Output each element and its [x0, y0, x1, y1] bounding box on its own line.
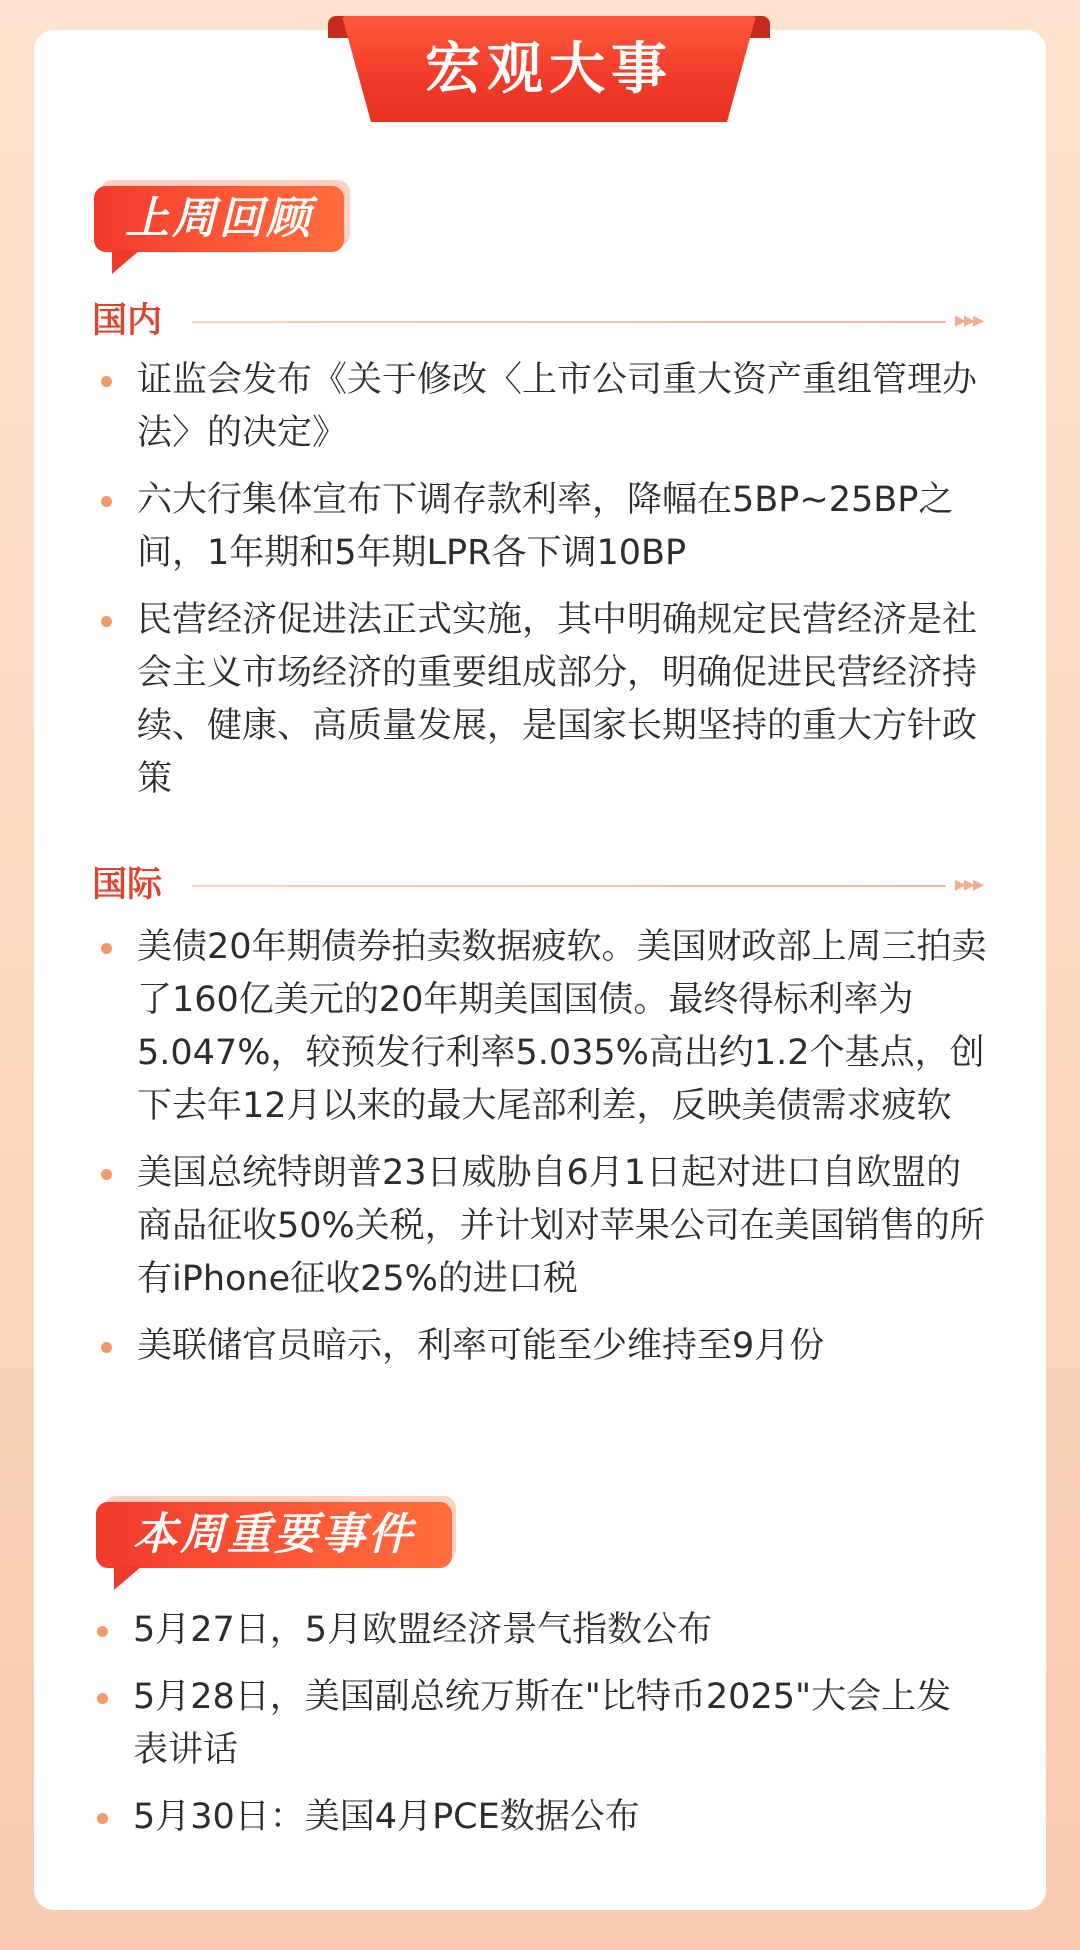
international-heading-label: 国际	[92, 865, 163, 905]
bullet-dot-icon	[97, 1626, 108, 1637]
list-item	[96, 354, 990, 460]
bullet-dot-icon	[101, 616, 112, 627]
list-item-text: 民营经济促进法正式实施，其中明确规定民营经济是社会主义市场经济的重要组成部分，明确促进民营经济持续、健康、高质量发展，是国家长期坚持的重大方针政策	[137, 600, 978, 799]
list-item	[96, 1147, 990, 1306]
heading-divider	[192, 321, 946, 323]
list-item-text: 美国总统特朗普23日威胁自6月1日起对进口自欧盟的商品征收50%关税，并计划对苹果公司在美国销售的所有iPhone征收25%的进口税	[137, 1153, 985, 1299]
list-item-text: 证监会发布《关于修改〈上市公司重大资产重组管理办法〉的决定》	[137, 360, 978, 453]
list-item-text: 美联储官员暗示，利率可能至少维持至9月份	[137, 1326, 825, 1366]
bullet-dot-icon	[97, 1813, 108, 1824]
domestic-news-list	[96, 354, 990, 806]
list-item	[96, 921, 990, 1133]
list-item-text: 六大行集体宣布下调存款利率，降幅在5BP~25BP之间，1年期和5年期LPR各下调10BP	[137, 480, 954, 573]
domestic-heading	[92, 299, 982, 343]
triple-arrow-icon: ▸▸▸	[954, 308, 982, 333]
review-tag: 上周回顾	[94, 186, 344, 252]
upcoming-tag: 本周重要事件	[96, 1502, 452, 1568]
domestic-heading-label: 国内	[92, 301, 163, 341]
list-item-text: 5月27日，5月欧盟经济景气指数公布	[133, 1610, 713, 1650]
list-item	[92, 1604, 986, 1657]
upcoming-events-list	[92, 1604, 986, 1844]
heading-divider	[192, 885, 946, 887]
bullet-dot-icon	[101, 1342, 112, 1353]
list-item-text: 5月30日：美国4月PCE数据公布	[133, 1797, 640, 1837]
bullet-dot-icon	[97, 1693, 108, 1704]
bullet-dot-icon	[101, 943, 112, 954]
list-item-text: 美债20年期债券拍卖数据疲软。美国财政部上周三拍卖了160亿美元的20年期美国国债。最终得标利率为5.047%，较预发行利率5.035%高出约1.2个基点，创下去年12月以来的最大尾部利差，反映美债需求疲软	[137, 927, 987, 1126]
list-item-text: 5月28日，美国副总统万斯在"比特币2025"大会上发表讲话	[133, 1677, 952, 1770]
bullet-dot-icon	[101, 496, 112, 507]
list-item	[96, 1320, 990, 1373]
list-item	[96, 594, 990, 806]
triple-arrow-icon: ▸▸▸	[954, 872, 982, 897]
international-news-list	[96, 921, 990, 1373]
page-title: 宏观大事	[425, 37, 673, 102]
list-item	[96, 474, 990, 580]
list-item	[92, 1791, 986, 1844]
bullet-dot-icon	[101, 376, 112, 387]
international-heading	[92, 863, 982, 907]
bullet-dot-icon	[101, 1169, 112, 1180]
list-item	[92, 1671, 986, 1777]
title-ribbon	[328, 16, 770, 122]
